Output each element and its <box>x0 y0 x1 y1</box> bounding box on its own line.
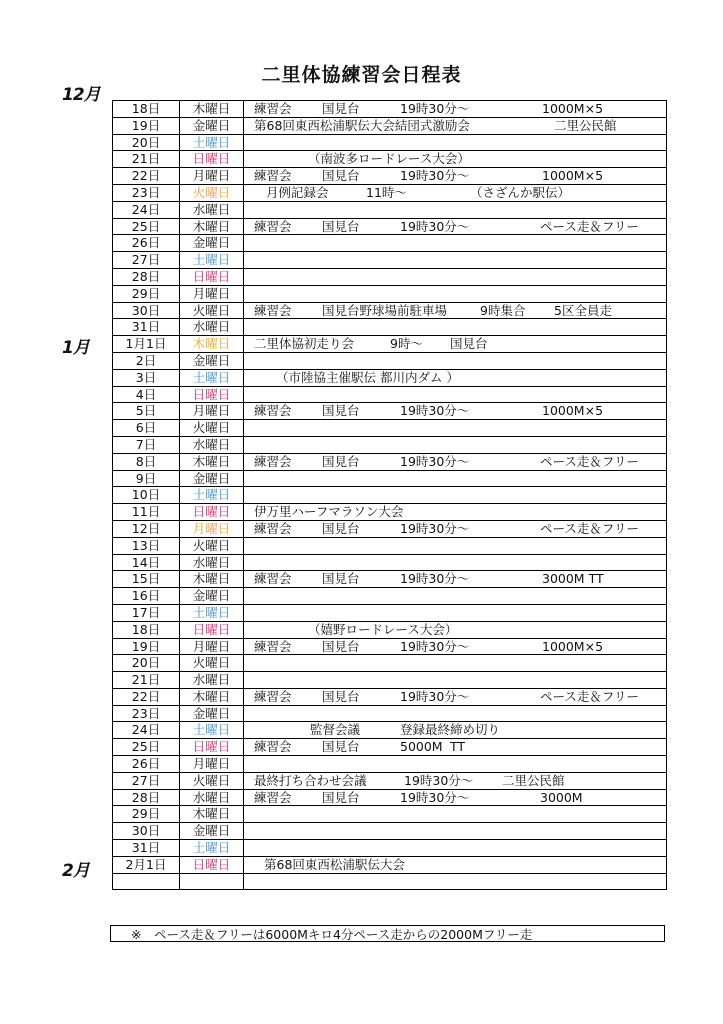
date-cell: 25日 <box>113 218 180 235</box>
event-text: ペース走＆フリー <box>540 688 639 704</box>
event-cell <box>244 487 667 504</box>
event-cell <box>244 621 667 638</box>
date-cell: 20日 <box>113 134 180 151</box>
date-cell: 6日 <box>113 420 180 437</box>
event-text: ペース走＆フリー <box>540 520 639 536</box>
weekday-cell: 土曜日 <box>180 722 244 739</box>
date-cell: 26日 <box>113 756 180 773</box>
weekday-cell: 金曜日 <box>180 117 244 134</box>
table-row <box>113 218 667 235</box>
weekday-cell: 日曜日 <box>180 739 244 756</box>
event-cell <box>244 117 667 134</box>
table-row <box>113 705 667 722</box>
date-cell: 22日 <box>113 688 180 705</box>
event-cell <box>244 319 667 336</box>
event-text: 3000M <box>540 789 583 805</box>
weekday-cell: 土曜日 <box>180 604 244 621</box>
weekday-cell: 月曜日 <box>180 756 244 773</box>
event-text: 登録最終締め切り <box>400 722 501 738</box>
event-text: 国見台 <box>322 218 360 234</box>
event-text: 国見台 <box>322 688 360 704</box>
weekday-cell: 月曜日 <box>180 285 244 302</box>
event-text: 3000M TT <box>542 571 604 587</box>
date-cell: 31日 <box>113 840 180 857</box>
event-text: 第68回東西松浦駅伝大会結団式激励会 <box>254 117 470 133</box>
table-row <box>113 101 667 118</box>
event-text: 国見台 <box>322 168 360 184</box>
event-cell <box>244 554 667 571</box>
event-text: （さざんか駅伝） <box>470 184 571 200</box>
event-text: （嬉野ロードレース大会） <box>308 621 458 637</box>
event-text: 5000M <box>400 739 443 755</box>
date-cell <box>113 873 180 890</box>
weekday-cell: 金曜日 <box>180 823 244 840</box>
date-cell: 2月1日 <box>113 856 180 873</box>
month-label-december: 12月 <box>62 85 100 105</box>
table-row <box>113 134 667 151</box>
month-label-february: 2月 <box>62 861 89 881</box>
table-row <box>113 235 667 252</box>
event-cell <box>244 655 667 672</box>
weekday-cell: 日曜日 <box>180 151 244 168</box>
date-cell: 18日 <box>113 101 180 118</box>
table-row <box>113 352 667 369</box>
weekday-cell: 金曜日 <box>180 470 244 487</box>
date-cell: 2日 <box>113 352 180 369</box>
event-text: TT <box>450 739 466 755</box>
weekday-cell: 木曜日 <box>180 688 244 705</box>
weekday-cell: 月曜日 <box>180 520 244 537</box>
event-cell <box>244 772 667 789</box>
weekday-cell: 土曜日 <box>180 369 244 386</box>
event-cell <box>244 386 667 403</box>
event-cell <box>244 840 667 857</box>
table-row <box>113 873 667 890</box>
page-title: 二里体協練習会日程表 <box>261 64 462 86</box>
event-cell <box>244 672 667 689</box>
date-cell: 4日 <box>113 386 180 403</box>
event-text: 練習会 <box>254 739 292 755</box>
event-cell <box>244 285 667 302</box>
footnote: ※ ペース走＆フリーは6000Mキロ4分ペース走からの2000Mフリー走 <box>110 925 665 942</box>
date-cell: 5日 <box>113 403 180 420</box>
date-cell: 11日 <box>113 504 180 521</box>
event-text: 1000M×5 <box>542 403 604 419</box>
event-cell <box>244 235 667 252</box>
event-text: 国見台 <box>322 101 360 116</box>
event-text: 1000M×5 <box>542 101 604 116</box>
date-cell: 9日 <box>113 470 180 487</box>
event-cell <box>244 520 667 537</box>
event-text: 11時〜 <box>366 184 407 200</box>
table-row <box>113 655 667 672</box>
event-cell <box>244 789 667 806</box>
event-text: 練習会 <box>254 520 292 536</box>
event-cell <box>244 252 667 269</box>
date-cell: 17日 <box>113 604 180 621</box>
table-row <box>113 722 667 739</box>
event-cell <box>244 470 667 487</box>
event-text: 1000M×5 <box>542 638 604 654</box>
event-text: 1000M×5 <box>542 168 604 184</box>
table-row <box>113 537 667 554</box>
event-cell <box>244 504 667 521</box>
date-cell: 23日 <box>113 705 180 722</box>
weekday-cell: 日曜日 <box>180 621 244 638</box>
event-text: 練習会 <box>254 638 292 654</box>
weekday-cell: 木曜日 <box>180 453 244 470</box>
event-text: 19時30分〜 <box>400 101 470 116</box>
event-text: 国見台 <box>322 789 360 805</box>
weekday-cell: 月曜日 <box>180 638 244 655</box>
table-row <box>113 487 667 504</box>
event-text: 19時30分〜 <box>404 772 474 788</box>
table-row <box>113 789 667 806</box>
weekday-cell: 火曜日 <box>180 772 244 789</box>
event-cell <box>244 856 667 873</box>
weekday-cell: 火曜日 <box>180 537 244 554</box>
event-cell <box>244 201 667 218</box>
weekday-cell: 木曜日 <box>180 336 244 353</box>
event-cell <box>244 806 667 823</box>
weekday-cell: 木曜日 <box>180 571 244 588</box>
event-text: 練習会 <box>254 101 292 116</box>
event-text: 第68回東西松浦駅伝大会 <box>264 856 405 872</box>
table-row <box>113 184 667 201</box>
table-row <box>113 386 667 403</box>
table-row <box>113 856 667 873</box>
date-cell: 18日 <box>113 621 180 638</box>
date-cell: 29日 <box>113 806 180 823</box>
event-cell <box>244 134 667 151</box>
schedule-table <box>112 100 667 890</box>
table-row <box>113 201 667 218</box>
event-cell <box>244 352 667 369</box>
weekday-cell: 火曜日 <box>180 184 244 201</box>
weekday-cell: 日曜日 <box>180 856 244 873</box>
event-text: 練習会 <box>254 789 292 805</box>
event-text: 9時集合 <box>480 302 526 318</box>
event-cell <box>244 369 667 386</box>
table-row <box>113 336 667 353</box>
table-row <box>113 772 667 789</box>
weekday-cell <box>180 873 244 890</box>
weekday-cell: 水曜日 <box>180 789 244 806</box>
event-text: 練習会 <box>254 453 292 469</box>
weekday-cell: 日曜日 <box>180 268 244 285</box>
event-text: 二里公民館 <box>554 117 617 133</box>
weekday-cell: 土曜日 <box>180 840 244 857</box>
weekday-cell: 土曜日 <box>180 134 244 151</box>
table-row <box>113 168 667 185</box>
event-text: 9時〜 <box>390 336 423 352</box>
event-text: 国見台 <box>322 403 360 419</box>
event-cell <box>244 604 667 621</box>
event-text: ペース走＆フリー <box>540 218 639 234</box>
schedule-body <box>113 101 667 890</box>
weekday-cell: 水曜日 <box>180 554 244 571</box>
event-cell <box>244 756 667 773</box>
table-row <box>113 571 667 588</box>
event-text: 伊万里ハーフマラソン大会 <box>254 504 404 520</box>
event-cell <box>244 336 667 353</box>
event-text: 19時30分〜 <box>400 218 470 234</box>
table-row <box>113 252 667 269</box>
weekday-cell: 水曜日 <box>180 436 244 453</box>
date-cell: 3日 <box>113 369 180 386</box>
date-cell: 12日 <box>113 520 180 537</box>
month-label-january: 1月 <box>62 338 89 358</box>
event-text: 国見台野球場前駐車場 <box>322 302 448 318</box>
event-cell <box>244 403 667 420</box>
date-cell: 20日 <box>113 655 180 672</box>
event-text: 月例記録会 <box>266 184 329 200</box>
weekday-cell: 水曜日 <box>180 672 244 689</box>
weekday-cell: 日曜日 <box>180 386 244 403</box>
weekday-cell: 木曜日 <box>180 101 244 118</box>
weekday-cell: 木曜日 <box>180 806 244 823</box>
event-text: （市陸協主催駅伝 都川内ダム ） <box>276 369 459 385</box>
table-row <box>113 453 667 470</box>
weekday-cell: 水曜日 <box>180 319 244 336</box>
date-cell: 21日 <box>113 672 180 689</box>
date-cell: 19日 <box>113 638 180 655</box>
event-cell <box>244 168 667 185</box>
event-cell <box>244 218 667 235</box>
date-cell: 22日 <box>113 168 180 185</box>
weekday-cell: 火曜日 <box>180 302 244 319</box>
weekday-cell: 金曜日 <box>180 352 244 369</box>
event-text: 19時30分〜 <box>400 571 470 587</box>
event-text: 国見台 <box>450 336 488 352</box>
table-row <box>113 806 667 823</box>
date-cell: 13日 <box>113 537 180 554</box>
event-text: 国見台 <box>322 453 360 469</box>
weekday-cell: 水曜日 <box>180 201 244 218</box>
date-cell: 31日 <box>113 319 180 336</box>
table-row <box>113 739 667 756</box>
event-cell <box>244 436 667 453</box>
table-row <box>113 268 667 285</box>
event-cell <box>244 151 667 168</box>
weekday-cell: 月曜日 <box>180 168 244 185</box>
table-row <box>113 604 667 621</box>
event-cell <box>244 302 667 319</box>
event-text: 19時30分〜 <box>400 403 470 419</box>
date-cell: 21日 <box>113 151 180 168</box>
date-cell: 24日 <box>113 201 180 218</box>
date-cell: 7日 <box>113 436 180 453</box>
table-row <box>113 588 667 605</box>
table-row <box>113 638 667 655</box>
event-cell <box>244 739 667 756</box>
event-text: 5区全員走 <box>554 302 612 318</box>
table-row <box>113 504 667 521</box>
event-cell <box>244 638 667 655</box>
date-cell: 24日 <box>113 722 180 739</box>
date-cell: 26日 <box>113 235 180 252</box>
table-row <box>113 436 667 453</box>
date-cell: 10日 <box>113 487 180 504</box>
event-cell <box>244 873 667 890</box>
date-cell: 29日 <box>113 285 180 302</box>
event-text: 国見台 <box>322 571 360 587</box>
table-row <box>113 520 667 537</box>
table-row <box>113 756 667 773</box>
event-text: 練習会 <box>254 403 292 419</box>
event-text: ペース走＆フリー <box>540 453 639 469</box>
event-cell <box>244 268 667 285</box>
weekday-cell: 土曜日 <box>180 252 244 269</box>
event-cell <box>244 453 667 470</box>
event-text: 国見台 <box>322 638 360 654</box>
table-row <box>113 823 667 840</box>
event-text: 19時30分〜 <box>400 520 470 536</box>
date-cell: 27日 <box>113 772 180 789</box>
table-row <box>113 319 667 336</box>
date-cell: 19日 <box>113 117 180 134</box>
weekday-cell: 金曜日 <box>180 705 244 722</box>
date-cell: 27日 <box>113 252 180 269</box>
date-cell: 1月1日 <box>113 336 180 353</box>
table-row <box>113 840 667 857</box>
event-text: 19時30分〜 <box>400 638 470 654</box>
weekday-cell: 金曜日 <box>180 235 244 252</box>
weekday-cell: 月曜日 <box>180 403 244 420</box>
weekday-cell: 火曜日 <box>180 655 244 672</box>
date-cell: 30日 <box>113 302 180 319</box>
event-text: 二里公民館 <box>502 772 565 788</box>
event-text: （南波多ロードレース大会） <box>308 151 470 167</box>
weekday-cell: 土曜日 <box>180 487 244 504</box>
date-cell: 23日 <box>113 184 180 201</box>
event-text: 監督会議 <box>310 722 361 738</box>
event-text: 練習会 <box>254 688 292 704</box>
event-text: 練習会 <box>254 302 292 318</box>
event-text: 国見台 <box>322 739 360 755</box>
date-cell: 30日 <box>113 823 180 840</box>
event-text: 国見台 <box>322 520 360 536</box>
event-cell <box>244 537 667 554</box>
event-text: 19時30分〜 <box>400 168 470 184</box>
table-row <box>113 621 667 638</box>
event-cell <box>244 420 667 437</box>
date-cell: 14日 <box>113 554 180 571</box>
event-text: 最終打ち合わせ会議 <box>254 772 367 788</box>
event-text: 練習会 <box>254 168 292 184</box>
table-row <box>113 672 667 689</box>
date-cell: 28日 <box>113 789 180 806</box>
table-row <box>113 151 667 168</box>
weekday-cell: 日曜日 <box>180 504 244 521</box>
event-text: 19時30分〜 <box>400 688 470 704</box>
weekday-cell: 金曜日 <box>180 588 244 605</box>
table-row <box>113 117 667 134</box>
table-row <box>113 554 667 571</box>
event-text: 19時30分〜 <box>400 789 470 805</box>
event-cell <box>244 823 667 840</box>
event-cell <box>244 705 667 722</box>
date-cell: 28日 <box>113 268 180 285</box>
event-cell <box>244 101 667 118</box>
table-row <box>113 302 667 319</box>
event-cell <box>244 688 667 705</box>
date-cell: 15日 <box>113 571 180 588</box>
event-text: 練習会 <box>254 571 292 587</box>
table-row <box>113 285 667 302</box>
event-cell <box>244 571 667 588</box>
event-text: 練習会 <box>254 218 292 234</box>
date-cell: 16日 <box>113 588 180 605</box>
event-text: 二里体協初走り会 <box>254 336 355 352</box>
weekday-cell: 火曜日 <box>180 420 244 437</box>
table-row <box>113 688 667 705</box>
event-cell <box>244 588 667 605</box>
table-row <box>113 369 667 386</box>
table-row <box>113 420 667 437</box>
date-cell: 25日 <box>113 739 180 756</box>
weekday-cell: 木曜日 <box>180 218 244 235</box>
date-cell: 8日 <box>113 453 180 470</box>
event-text: 19時30分〜 <box>400 453 470 469</box>
table-row <box>113 470 667 487</box>
table-row <box>113 403 667 420</box>
event-cell <box>244 722 667 739</box>
event-cell <box>244 184 667 201</box>
